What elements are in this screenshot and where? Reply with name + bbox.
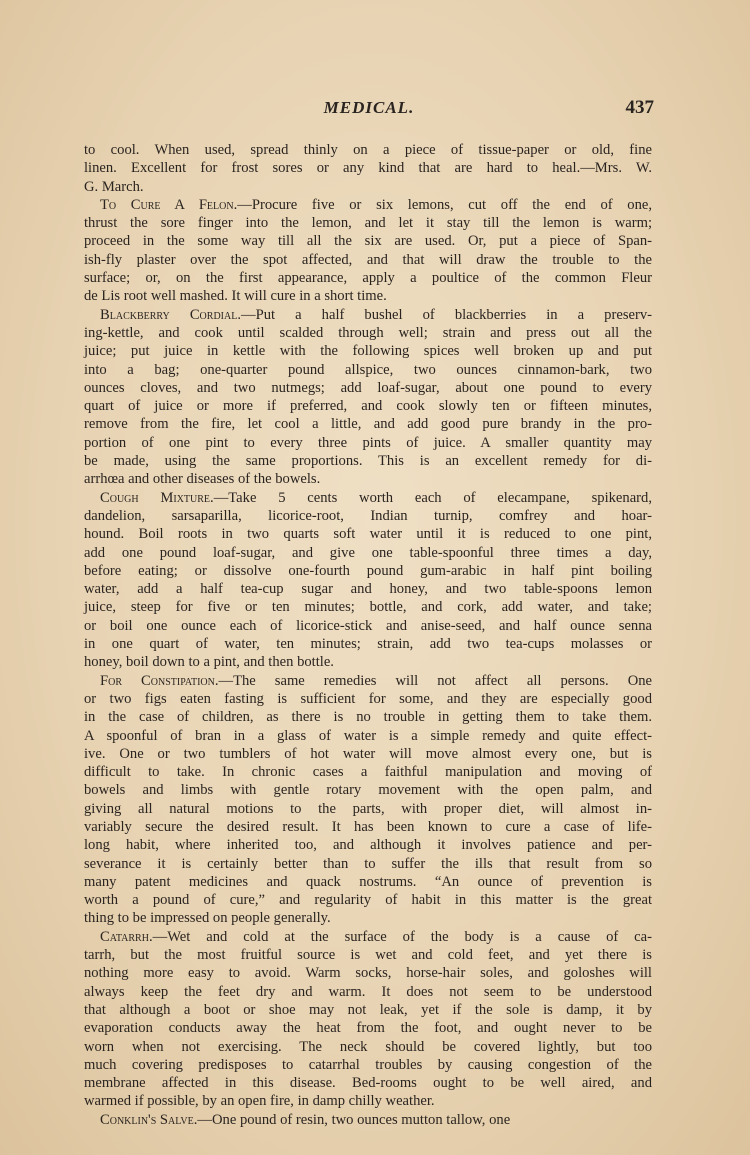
recipe-heading: For Constipation. — [100, 672, 219, 689]
text-line — [84, 434, 652, 452]
line-text: nothing more easy to avoid. Warm socks, horse-hair soles, and goloshes will — [84, 965, 652, 982]
text-line — [84, 818, 652, 836]
text-line — [84, 690, 652, 708]
line-text: in the case of children, as there is no trouble in getting them to take them. — [84, 709, 652, 726]
line-text: evaporation conducts away the heat from the foot, and ought never to be — [84, 1020, 652, 1037]
line-text: membrane affected in this disease. Bed-rooms ought to be well aired, and — [84, 1075, 652, 1092]
text-line — [84, 635, 652, 653]
line-text: A spoonful of bran in a glass of water is a simple remedy and quite effect- — [84, 727, 652, 744]
line-text: —One pound of resin, two ounces mutton tallow, one — [197, 1111, 511, 1128]
text-line — [84, 525, 652, 543]
line-text: variably secure the desired result. It has been known to cure a case of life- — [84, 818, 652, 835]
text-line — [84, 251, 652, 269]
text-line — [84, 763, 652, 781]
text-line — [84, 361, 652, 379]
text-line — [84, 855, 652, 873]
line-text: —Take 5 cents worth each of elecampane, spikenard, — [213, 489, 652, 506]
text-line — [84, 1019, 652, 1037]
text-line — [84, 452, 652, 470]
text-line — [84, 781, 652, 799]
text-line — [84, 214, 652, 232]
line-text: —Procure five or six lemons, cut off the end of one, — [237, 196, 652, 213]
page-number: 437 — [625, 97, 654, 118]
line-text: arrhœa and other diseases of the bowels. — [84, 471, 321, 488]
line-text: ounces cloves, and two nutmegs; add loaf-sugar, about one pound to every — [84, 379, 652, 396]
recipe-heading: Conklin's Salve. — [100, 1111, 198, 1128]
text-line — [84, 232, 652, 250]
text-line — [84, 562, 652, 580]
line-text: worn when not exercising. The neck should be covered lightly, but too — [84, 1038, 652, 1055]
text-line — [84, 544, 652, 562]
line-text: to cool. When used, spread thinly on a piece of tissue-paper or old, fine — [84, 142, 652, 158]
line-text: that although a boot or shoe may not leak, yet if the sole is damp, it by — [84, 1001, 652, 1018]
line-text: worth a pound of cure,” and regularity of habit in this matter is the great — [84, 892, 652, 909]
line-text: —Wet and cold at the surface of the body is a cause of ca- — [152, 928, 652, 945]
line-text: into a bag; one-quarter pound allspice, two ounces cinnamon-bark, two — [84, 361, 652, 378]
line-text: severance it is certainly better than to suffer the ills that result from so — [84, 855, 652, 872]
text-line — [84, 141, 652, 159]
text-line — [84, 598, 652, 616]
line-text: tarrh, but the most fruitful source is wet and cold feet, and yet there is — [84, 947, 652, 964]
line-text: ing-kettle, and cook until scalded through well; strain and press out all the — [84, 324, 652, 341]
text-line — [84, 415, 652, 433]
text-line — [84, 1111, 652, 1129]
text-line — [84, 178, 652, 196]
text-line — [84, 379, 652, 397]
line-text: in one quart of water, ten minutes; strain, add two tea-cups molasses or — [84, 636, 652, 653]
text-line — [84, 964, 652, 982]
line-text: ish-fly plaster over the spot affected, and that will draw the trouble to the — [84, 251, 652, 268]
line-text: thing to be impressed on people generally. — [84, 910, 331, 927]
line-text: or two figs eaten fasting is sufficient for some, and they are especially good — [84, 690, 652, 707]
line-text: always keep the feet dry and warm. It does not seem to be understood — [84, 983, 652, 1000]
text-line — [84, 909, 652, 927]
recipe-heading: Cough Mixture. — [100, 489, 214, 506]
text-line — [84, 873, 652, 891]
text-line — [84, 159, 652, 177]
text-line — [84, 1092, 652, 1110]
line-text: surface; or, on the first appearance, apply a poultice of the common Fleur — [84, 270, 652, 287]
line-text: juice, steep for five or ten minutes; bottle, and cork, add water, and take; — [84, 599, 652, 616]
text-line — [84, 324, 652, 342]
line-text: G. March. — [84, 178, 144, 195]
text-line — [84, 745, 652, 763]
line-text: ive. One or two tumblers of hot water will move almost every one, but is — [84, 745, 652, 762]
text-line — [84, 617, 652, 635]
text-line — [84, 1038, 652, 1056]
line-text: proceed in the some way till all the six are used. Or, put a piece of Span- — [84, 233, 652, 250]
text-line — [84, 196, 652, 214]
line-text: water, add a half tea-cup sugar and honey, and two table-spoons lemon — [84, 581, 652, 598]
line-text: dandelion, sarsaparilla, licorice-root, Indian turnip, comfrey and hoar- — [84, 507, 652, 524]
line-text: difficult to take. In chronic cases a faithful manipulation and moving of — [84, 764, 652, 781]
text-line — [84, 397, 652, 415]
text-line — [84, 653, 652, 671]
line-text: or boil one ounce each of licorice-stick and anise-seed, and half ounce senna — [84, 617, 652, 634]
line-text: many patent medicines and quack nostrums. “An ounce of prevention is — [84, 873, 652, 890]
line-text: long habit, where inherited too, and although it involves patience and per- — [84, 837, 652, 854]
text-line — [84, 946, 652, 964]
text-line — [84, 727, 652, 745]
page-body-text — [84, 141, 652, 1129]
text-line — [84, 1074, 652, 1092]
line-text: bowels and limbs with gentle rotary movement with the open palm, and — [84, 782, 652, 799]
line-text: thrust the sore finger into the lemon, and let it stay till the lemon is warm; — [84, 215, 652, 232]
text-line — [84, 891, 652, 909]
recipe-heading: Catarrh. — [100, 928, 153, 945]
text-line — [84, 507, 652, 525]
page-header — [84, 98, 654, 124]
text-line — [84, 1001, 652, 1019]
text-line — [84, 287, 652, 305]
text-line — [84, 800, 652, 818]
line-text: add one pound loaf-sugar, and give one table-spoonful three times a day, — [84, 544, 652, 561]
text-line — [84, 1056, 652, 1074]
line-text: linen. Excellent for frost sores or any kind that are hard to heal.—Mrs. W. — [84, 160, 652, 177]
text-line — [84, 580, 652, 598]
text-line — [84, 470, 652, 488]
text-line — [84, 489, 652, 507]
text-line — [84, 269, 652, 287]
line-text: warmed if possible, by an open fire, in damp chilly weather. — [84, 1093, 435, 1110]
line-text: de Lis root well mashed. It will cure in a short time. — [84, 288, 387, 305]
running-head: MEDICAL. — [323, 98, 415, 117]
line-text: honey, boil down to a pint, and then bottle. — [84, 654, 334, 671]
text-line — [84, 708, 652, 726]
text-line — [84, 983, 652, 1001]
text-line — [84, 342, 652, 360]
line-text: quart of juice or more if preferred, and cook slowly ten or fifteen minutes, — [84, 398, 652, 415]
line-text: remove from the fire, let cool a little, and add good pure brandy in the pro- — [84, 416, 652, 433]
text-line — [84, 672, 652, 690]
text-line — [84, 928, 652, 946]
line-text: juice; put juice in kettle with the following spices well broken up and put — [84, 343, 652, 360]
line-text: be made, using the same proportions. This is an excellent remedy for di- — [84, 453, 652, 470]
text-line — [84, 836, 652, 854]
line-text: —The same remedies will not affect all persons. One — [218, 672, 653, 689]
line-text: hound. Boil roots in two quarts soft water until it is reduced to one pint, — [84, 526, 652, 543]
line-text: portion of one pint to every three pints of juice. A smaller quantity may — [84, 434, 652, 451]
recipe-heading: To Cure A Felon. — [100, 196, 238, 213]
recipe-heading: Blackberry Cordial. — [100, 306, 241, 323]
line-text: —Put a half bushel of blackberries in a preserv- — [240, 306, 652, 323]
line-text: giving all natural motions to the parts, with proper diet, will almost in- — [84, 800, 652, 817]
line-text: before eating; or dissolve one-fourth pound gum-arabic in half pint boiling — [84, 562, 652, 579]
text-line — [84, 306, 652, 324]
line-text: much covering predisposes to catarrhal troubles by causing congestion of the — [84, 1056, 652, 1073]
